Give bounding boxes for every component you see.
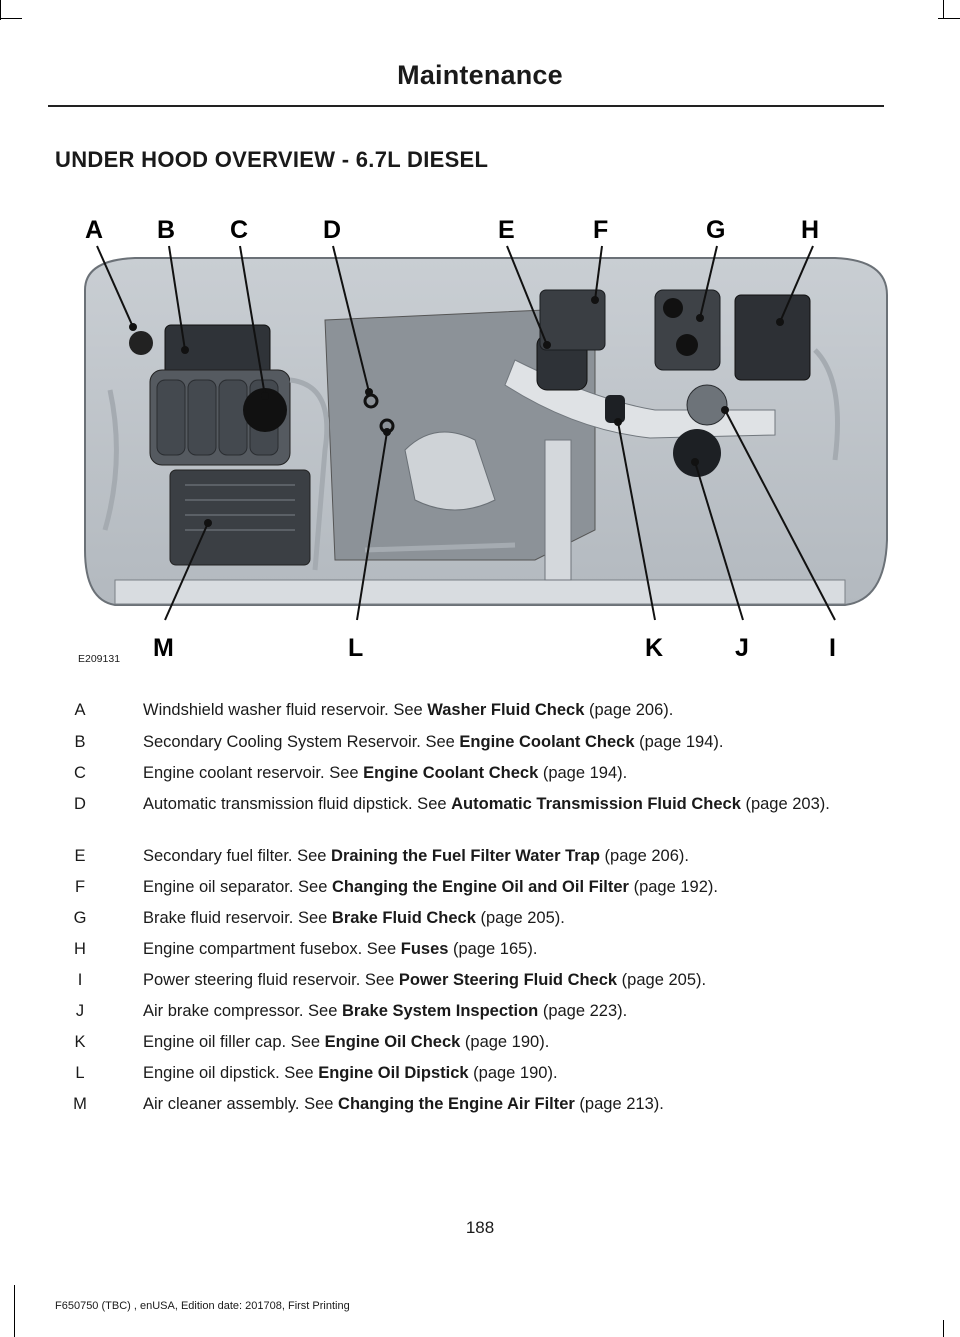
crop-mark-top-left <box>0 0 1 20</box>
brake-fluid-reservoir <box>655 290 720 370</box>
legend-description <box>143 732 883 753</box>
legend-page: (page 190). <box>468 1064 558 1082</box>
legend-page: (page 213). <box>574 1095 664 1113</box>
legend-letter: G <box>73 909 87 927</box>
legend-page: (page 192). <box>628 878 718 896</box>
legend-letter: E <box>74 847 86 865</box>
callout-H: H <box>801 216 820 244</box>
callout-B: B <box>157 216 176 244</box>
brake-fluid-cap-2 <box>676 334 698 356</box>
washer-cap <box>129 331 153 355</box>
legend-text: Automatic transmission fluid dipstick. See <box>143 795 452 813</box>
legend-letter: C <box>74 764 86 782</box>
callout-C: C <box>230 216 249 244</box>
legend-reference-link[interactable]: Draining the Fuel Filter Water Trap <box>331 847 600 865</box>
legend-page: (page 206). <box>584 701 674 719</box>
legend-reference-link[interactable]: Changing the Engine Oil and Oil Filter <box>331 878 629 896</box>
legend-letter: I <box>77 971 83 989</box>
callout-E: E <box>498 216 515 244</box>
header-divider <box>48 105 884 107</box>
legend-page: (page 194). <box>538 764 628 782</box>
legend-text: Air cleaner assembly. See <box>143 1095 339 1113</box>
section-heading: UNDER HOOD OVERVIEW - 6.7L DIESEL <box>55 147 489 172</box>
callout-I: I <box>829 634 836 662</box>
callout-A: A <box>85 216 104 244</box>
legend-description <box>143 700 883 721</box>
legend-text: Power steering fluid reservoir. See <box>143 971 399 989</box>
legend-text: Secondary fuel filter. See <box>143 847 332 865</box>
legend-description <box>143 846 883 867</box>
legend-text: Engine compartment fusebox. See <box>143 940 401 958</box>
footer-edition: F650750 (TBC) , enUSA, Edition date: 201708, First Printing <box>55 1300 350 1312</box>
legend-letter: M <box>73 1095 87 1113</box>
fusebox <box>735 295 810 380</box>
brake-fluid-cap-1 <box>663 298 683 318</box>
legend-letter: D <box>74 795 86 813</box>
legend-text: Secondary Cooling System Reservoir. See <box>143 733 460 751</box>
intake-pipe-vertical <box>545 440 571 580</box>
legend-reference-link[interactable]: Fuses <box>400 940 449 958</box>
legend-page: (page 223). <box>538 1002 628 1020</box>
crop-mark-bottom-left <box>14 1285 15 1337</box>
legend-page: (page 190). <box>460 1033 550 1051</box>
callout-J: J <box>735 634 749 662</box>
legend-letter: A <box>74 701 86 719</box>
legend-description <box>143 1094 883 1115</box>
legend-letter: K <box>74 1033 86 1051</box>
legend-page: (page 165). <box>448 940 538 958</box>
power-steering-reservoir <box>687 385 727 425</box>
callout-F: F <box>593 216 609 244</box>
legend-text: Windshield washer fluid reservoir. See <box>143 701 428 719</box>
legend-text: Engine oil separator. See <box>143 878 332 896</box>
legend-description <box>143 763 883 784</box>
legend-text: Engine oil filler cap. See <box>143 1033 325 1051</box>
legend-description <box>143 794 843 815</box>
legend-reference-link[interactable]: Power Steering Fluid Check <box>398 971 618 989</box>
legend-reference-link[interactable]: Brake System Inspection <box>342 1002 539 1020</box>
legend-letter: F <box>74 878 86 896</box>
legend-description <box>143 1063 883 1084</box>
legend-reference-link[interactable]: Engine Coolant Check <box>459 733 635 751</box>
engine-bay-illustration <box>75 200 895 670</box>
legend-description <box>143 1032 883 1053</box>
crop-mark-top-right-v <box>943 0 944 18</box>
legend-description <box>143 877 883 898</box>
callout-L: L <box>348 634 364 662</box>
legend-page: (page 194). <box>634 733 724 751</box>
legend-reference-link[interactable]: Engine Coolant Check <box>363 764 539 782</box>
legend-description <box>143 908 883 929</box>
page-number: 188 <box>465 1218 495 1237</box>
callout-D: D <box>323 216 342 244</box>
legend-reference-link[interactable]: Engine Oil Dipstick <box>318 1064 469 1082</box>
legend-reference-link[interactable]: Changing the Engine Air Filter <box>338 1095 575 1113</box>
oil-filler-cap <box>605 395 625 423</box>
legend-page: (page 205). <box>617 971 707 989</box>
callout-G: G <box>706 216 726 244</box>
legend-letter: J <box>75 1002 85 1020</box>
legend-reference-link[interactable]: Engine Oil Check <box>324 1033 461 1051</box>
callout-K: K <box>645 634 664 662</box>
legend-page: (page 205). <box>475 909 565 927</box>
crop-mark-top-right <box>938 18 960 19</box>
legend-reference-link[interactable]: Washer Fluid Check <box>427 701 585 719</box>
legend-text: Engine coolant reservoir. See <box>143 764 364 782</box>
crop-mark-bottom-right <box>943 1320 944 1337</box>
under-hood-figure <box>75 200 895 670</box>
legend-page: (page 206). <box>599 847 689 865</box>
legend-letter: L <box>75 1064 85 1082</box>
legend-description <box>143 939 883 960</box>
legend-description <box>143 970 883 991</box>
page-header-title: Maintenance <box>397 60 563 90</box>
legend-letter: B <box>74 733 86 751</box>
legend-text: Air brake compressor. See <box>143 1002 342 1020</box>
figure-id: E209131 <box>78 653 121 665</box>
callout-M: M <box>153 634 174 662</box>
legend-page: (page 203). <box>740 795 830 813</box>
crop-mark-top-left-h <box>0 18 22 19</box>
legend-reference-link[interactable]: Brake Fluid Check <box>331 909 476 927</box>
legend-text: Engine oil dipstick. See <box>143 1064 319 1082</box>
legend-letter: H <box>74 940 86 958</box>
legend-text: Brake fluid reservoir. See <box>143 909 332 927</box>
legend-reference-link[interactable]: Automatic Transmission Fluid Check <box>451 795 741 813</box>
legend-description <box>143 1001 883 1022</box>
